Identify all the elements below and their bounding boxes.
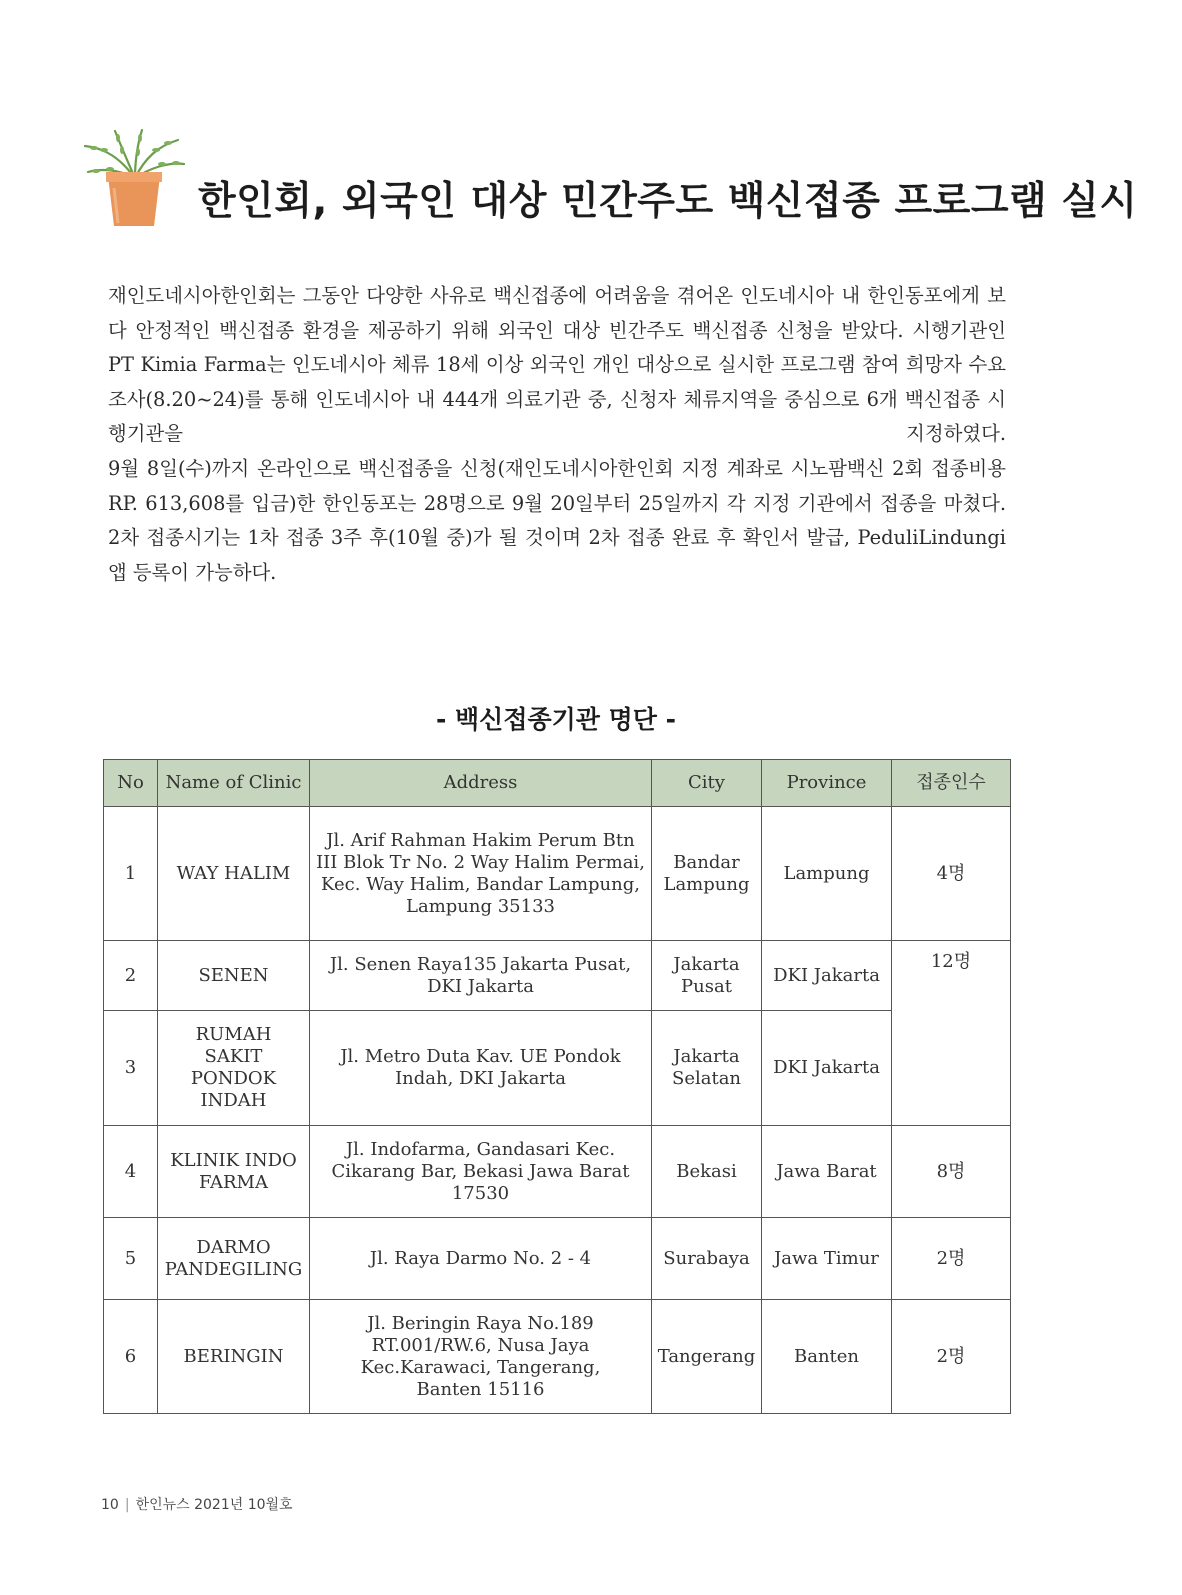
table-row xyxy=(104,807,1011,941)
cell-province: DKI Jakarta xyxy=(762,941,892,1011)
table-row xyxy=(104,1126,1011,1218)
cell-address: Jl. Indofarma, Gandasari Kec. Cikarang Bar, Bekasi Jawa Barat 17530 xyxy=(310,1126,652,1218)
article-body xyxy=(108,279,1006,590)
cell-address: Jl. Metro Duta Kav. UE Pondok Indah, DKI Jakarta xyxy=(310,1011,652,1126)
cell-name: WAY HALIM xyxy=(158,807,310,941)
cell-province: Banten xyxy=(762,1300,892,1414)
cell-province: Jawa Timur xyxy=(762,1218,892,1300)
paragraph: 재인도네시아한인회는 그동안 다양한 사유로 백신접종에 어려움을 겪어온 인도네시아 내 한인동포에게 보다 안정적인 백신접종 환경을 제공하기 위해 외국인 대상 빈간주도 백신접종 신청을 받았다. 시행기관인 PT Kimia Farma는 인도네시아 체류 18세 이상 외국인 개인 대상으로 실시한 프로그램 참여 희망자 수요조사(8.20~24)를 통해 인도네시아 내 444개 의료기관 중, 신청자 체류지역을 중심으로 6개 백신접종 시행기관을 지정하였다. xyxy=(108,284,1006,446)
cell-no: 3 xyxy=(104,1011,158,1126)
cell-no: 2 xyxy=(104,941,158,1011)
cell-province: Jawa Barat xyxy=(762,1126,892,1218)
table-header-row xyxy=(104,760,1011,807)
cell-city: Bekasi xyxy=(652,1126,762,1218)
page-title: 한인회, 외국인 대상 민간주도 백신접종 프로그램 실시 xyxy=(198,179,1138,224)
header-no: No xyxy=(104,760,158,807)
table-row xyxy=(104,941,1011,1011)
cell-no: 6 xyxy=(104,1300,158,1414)
cell-province: Lampung xyxy=(762,807,892,941)
header-name: Name of Clinic xyxy=(158,760,310,807)
cell-name: RUMAH SAKIT PONDOK INDAH xyxy=(158,1011,310,1126)
potted-plant-icon xyxy=(80,128,190,228)
page-footer xyxy=(101,1494,293,1514)
cell-city: Bandar Lampung xyxy=(652,807,762,941)
cell-city: Tangerang xyxy=(652,1300,762,1414)
publication-name: 한인뉴스 2021년 10월호 xyxy=(135,1497,293,1513)
cell-province: DKI Jakarta xyxy=(762,1011,892,1126)
page-number: 10 xyxy=(101,1497,119,1513)
cell-address: Jl. Senen Raya135 Jakarta Pusat, DKI Jakarta xyxy=(310,941,652,1011)
footer-divider: | xyxy=(124,1497,130,1513)
cell-no: 1 xyxy=(104,807,158,941)
cell-address: Jl. Raya Darmo No. 2 - 4 xyxy=(310,1218,652,1300)
cell-count: 8명 xyxy=(892,1126,1011,1218)
cell-city: Surabaya xyxy=(652,1218,762,1300)
cell-city: Jakarta Selatan xyxy=(652,1011,762,1126)
cell-count: 2명 xyxy=(892,1218,1011,1300)
cell-name: SENEN xyxy=(158,941,310,1011)
cell-no: 5 xyxy=(104,1218,158,1300)
header-address: Address xyxy=(310,760,652,807)
table-row xyxy=(104,1218,1011,1300)
header-count: 접종인수 xyxy=(892,760,1011,807)
cell-city: Jakarta Pusat xyxy=(652,941,762,1011)
cell-count: 4명 xyxy=(892,807,1011,941)
table-row xyxy=(104,1300,1011,1414)
cell-no: 4 xyxy=(104,1126,158,1218)
header-city: City xyxy=(652,760,762,807)
cell-address: Jl. Beringin Raya No.189 RT.001/RW.6, Nusa Jaya Kec.Karawaci, Tangerang, Banten 15116 xyxy=(310,1300,652,1414)
cell-name: KLINIK INDO FARMA xyxy=(158,1126,310,1218)
cell-count: 12명 xyxy=(892,941,1011,1126)
cell-name: DARMO PANDEGILING xyxy=(158,1218,310,1300)
table-title: - 백신접종기관 명단 - xyxy=(435,705,677,734)
paragraph: 9월 8일(수)까지 온라인으로 백신접종을 신청(재인도네시아한인회 지정 계좌로 시노팜백신 2회 접종비용 RP. 613,608를 입금)한 한인동포는 28명으로 9월 20일부터 25일까지 각 지정 기관에서 접종을 마쳤다. xyxy=(108,456,1006,515)
table-row xyxy=(104,1011,1011,1126)
clinic-table xyxy=(103,759,1011,1414)
cell-count: 2명 xyxy=(892,1300,1011,1414)
header-province: Province xyxy=(762,760,892,807)
cell-name: BERINGIN xyxy=(158,1300,310,1414)
paragraph: 2차 접종시기는 1차 접종 3주 후(10월 중)가 될 것이며 2차 접종 완료 후 확인서 발급, PeduliLindungi 앱 등록이 가능하다. xyxy=(108,526,1006,584)
title-block xyxy=(80,128,1138,238)
cell-address: Jl. Arif Rahman Hakim Perum Btn III Blok Tr No. 2 Way Halim Permai, Kec. Way Halim, Bandar Lampung, Lampung 35133 xyxy=(310,807,652,941)
